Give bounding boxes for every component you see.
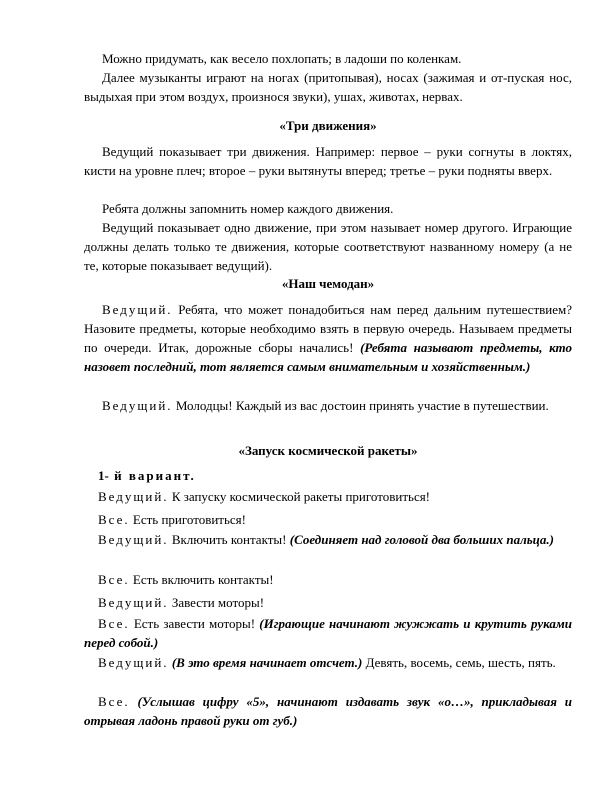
paragraph-text: Молодцы! Каждый из вас достоин принять участие в путешествии. [172, 398, 549, 413]
dialogue-line [84, 570, 572, 589]
paragraph-text: Ведущий показывает три движения. Например: первое – руки согнуты в локтях, кисти на уровне плеч; второе – руки вытянуты вперед; третье – руки подняты вверх. [84, 144, 572, 178]
line-text: Завести моторы! [168, 595, 265, 610]
heading-three-movements [84, 116, 572, 135]
paragraph-suitcase-dialogue [84, 300, 572, 376]
heading-rocket-launch [84, 441, 572, 460]
paragraph-text: Далее музыканты играют на ногах (притопывая), носах (зажимая и от-пуская нос, выдыхая при этом воздух, произнося звуки), ушах, животах, нервах. [84, 70, 572, 104]
dialogue-line [84, 614, 572, 652]
paragraph-remember-number [84, 199, 572, 218]
speaker-label: Ведущий. [98, 595, 169, 610]
stage-direction: (Соединяет над головой два больших пальца.) [289, 532, 554, 547]
paragraph-clapping [84, 49, 572, 68]
paragraph-text: Ребята должны запомнить номер каждого движения. [102, 201, 394, 216]
stage-direction: (Услышав цифру «5», начинают издавать звук «о…», прикладывая и отрывая ладонь правой руки от губ.) [84, 694, 572, 728]
speaker-label: Все. [98, 616, 130, 631]
variant-word: й вариант. [108, 468, 196, 483]
paragraph-musicians [84, 68, 572, 106]
dialogue-line [84, 510, 572, 529]
speaker-label: Ведущий. [98, 655, 169, 670]
speaker-label: Все. [98, 694, 130, 709]
dialogue-line [84, 692, 572, 730]
speaker-label: Ведущий. [98, 532, 169, 547]
heading-text: «Наш чемодан» [281, 276, 375, 291]
speaker-label: Ведущий. [102, 302, 173, 317]
line-text: Есть приготовиться! [129, 512, 246, 527]
line-text: Девять, восемь, семь, шесть, пять. [362, 655, 556, 670]
speaker-label: Все. [98, 512, 130, 527]
heading-our-suitcase [84, 274, 572, 293]
line-text: Есть включить контакты! [129, 572, 274, 587]
speaker-label: Все. [98, 572, 130, 587]
speaker-label: Ведущий. [98, 489, 169, 504]
heading-text: «Три движения» [279, 118, 377, 133]
paragraph-text: Ребята, что может понадобиться нам перед дальним путешествием? Назовите предметы, которые необходимо взять в первую очередь. Называем предметы по очереди. Итак, дорожные сборы начались! [84, 302, 572, 355]
heading-text: «Запуск космической ракеты» [238, 443, 418, 458]
dialogue-line [84, 530, 572, 549]
line-text: Есть завести моторы! [129, 616, 260, 631]
line-text: К запуску космической ракеты приготовиться! [168, 489, 431, 504]
stage-direction: (Играющие начинают жужжать и крутить руками перед собой.) [84, 616, 572, 650]
paragraph-leader-shows-one [84, 218, 572, 275]
dialogue-line [84, 487, 572, 506]
dialogue-line [84, 593, 572, 612]
variant-number: 1- [98, 468, 109, 483]
dialogue-line [84, 653, 572, 672]
variant-label [84, 466, 572, 485]
paragraph-leader-shows-three [84, 142, 572, 180]
speaker-label: Ведущий. [102, 398, 173, 413]
line-text: Включить контакты! [168, 532, 290, 547]
stage-direction: (В это время начинает отсчет.) [168, 655, 363, 670]
paragraph-text: Можно придумать, как весело похлопать; в ладоши по коленкам. [102, 51, 462, 66]
paragraph-text: Ведущий показывает одно движение, при этом называет номер другого. Играющие должны делать только те движения, которые соответствуют названному номеру (а не те, которые показывает ведущий). [84, 220, 572, 273]
stage-direction: (Ребята называют предметы, кто назовет последний, тот является самым внимательным и хозяйственным.) [84, 340, 572, 374]
paragraph-well-done [84, 396, 572, 415]
